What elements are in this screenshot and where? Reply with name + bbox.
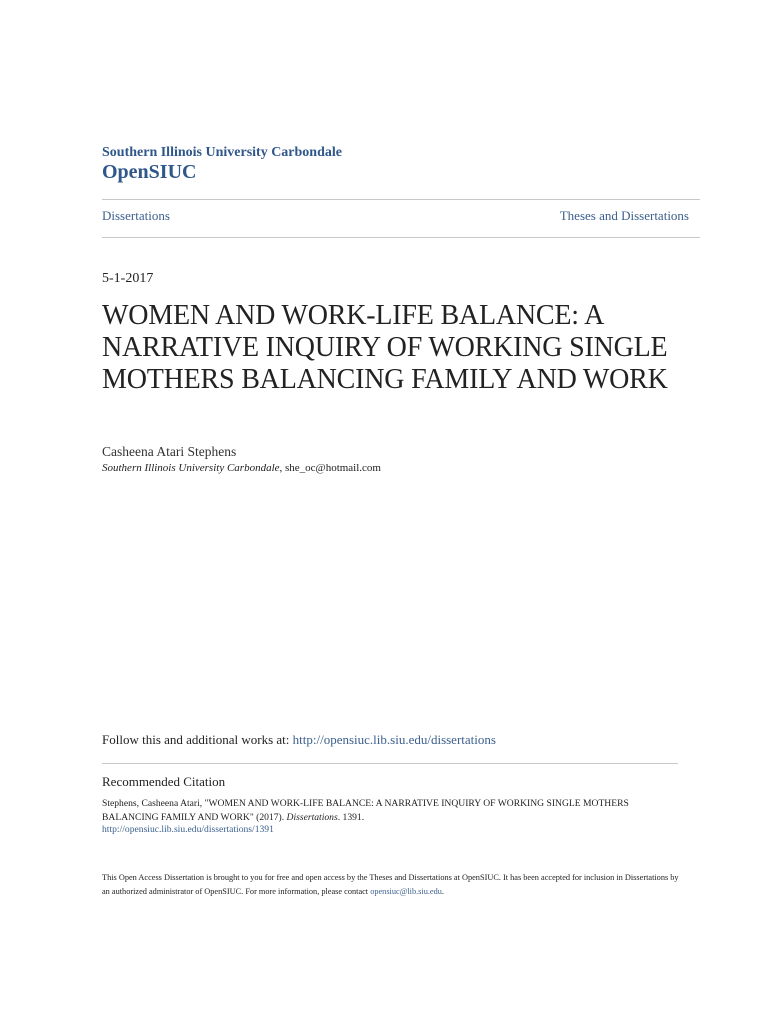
citation-journal: Dissertations	[286, 812, 338, 823]
follow-url-link[interactable]: http://opensiuc.lib.siu.edu/dissertations	[292, 732, 496, 747]
follow-label: Follow this and additional works at:	[102, 732, 290, 747]
notice-text: This Open Access Dissertation is brought to you for free and open access by the Theses and Dissertations at OpenSIUC. It has been accepted for inclusion in Dissertations by an authorized administrator of OpenSIUC. For more information, please contact	[102, 873, 679, 896]
dissertations-link[interactable]: Dissertations	[102, 208, 170, 223]
follow-line	[102, 732, 496, 748]
citation-url-link[interactable]: http://opensiuc.lib.siu.edu/dissertations/1391	[102, 824, 274, 835]
author-affiliation: Southern Illinois University Carbondale, she_oc@hotmail.com	[102, 462, 381, 474]
citation-number: . 1391.	[337, 812, 365, 823]
citation-heading: Recommended Citation	[102, 774, 226, 789]
citation-text	[102, 797, 662, 825]
site-name[interactable]: OpenSIUC	[102, 161, 197, 183]
affiliation-name: Southern Illinois University Carbondale	[102, 462, 280, 474]
open-access-notice	[102, 871, 682, 899]
divider-top	[102, 199, 700, 200]
citation-body: Stephens, Casheena Atari, "WOMEN AND WORK-LIFE BALANCE: A NARRATIVE INQUIRY OF WORKING SINGLE MOTHERS BALANCING FAMILY AND WORK" (2017).	[102, 798, 629, 823]
divider-nav	[102, 237, 700, 238]
document-title: WOMEN AND WORK-LIFE BALANCE: A NARRATIVE INQUIRY OF WORKING SINGLE MOTHERS BALANCING FAMILY AND WORK	[102, 300, 668, 395]
divider-citation	[102, 763, 678, 764]
university-name: Southern Illinois University Carbondale	[102, 145, 342, 160]
notice-end: .	[441, 887, 444, 896]
contact-email-link[interactable]: opensiuc@lib.siu.edu	[370, 887, 442, 896]
theses-and-dissertations-link[interactable]: Theses and Dissertations	[559, 208, 689, 223]
author-email: she_oc@hotmail.com	[285, 462, 381, 474]
publication-date: 5-1-2017	[102, 271, 154, 286]
author-name: Casheena Atari Stephens	[102, 444, 237, 459]
